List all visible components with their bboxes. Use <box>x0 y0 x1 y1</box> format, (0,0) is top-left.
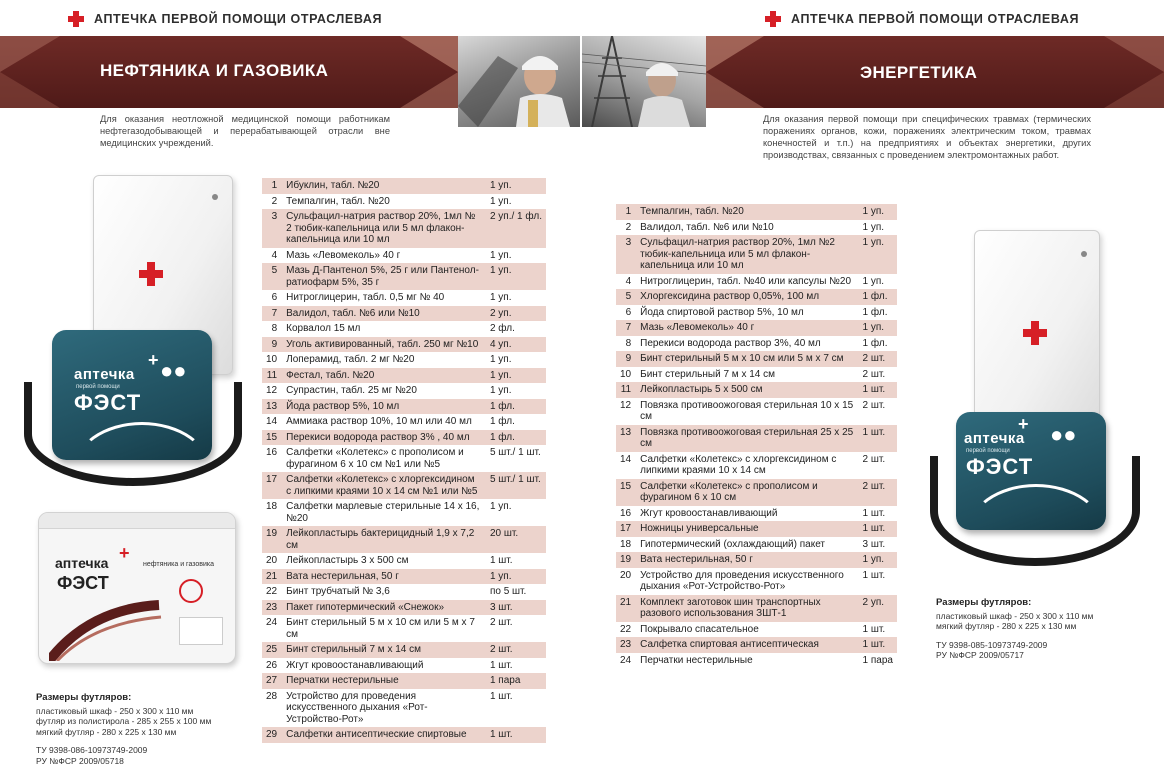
item-name: Валидол, табл. №6 или №10 <box>282 306 486 322</box>
registration-code: РУ №ФСР 2009/05717 <box>936 650 1024 660</box>
item-name: Лейкопластырь бактерицидный 1,9 х 7,2 см <box>282 526 486 553</box>
item-quantity: 3 шт. <box>859 537 897 553</box>
item-quantity: 2 шт. <box>859 452 897 479</box>
table-row <box>262 414 546 430</box>
table-row <box>262 689 546 728</box>
table-row <box>616 336 897 352</box>
bag-brand-left: ФЭСТ <box>74 390 142 415</box>
lock-icon <box>1081 251 1087 257</box>
table-row <box>262 306 546 322</box>
header-label-right <box>765 11 1079 27</box>
item-quantity: 1 уп. <box>859 204 897 220</box>
item-name: Мазь «Левомеколь» 40 г <box>282 248 486 264</box>
item-number: 26 <box>262 658 282 674</box>
item-name: Жгут кровоостанавливающий <box>282 658 486 674</box>
item-quantity: 1 уп. <box>486 383 546 399</box>
title-right: ЭНЕРГЕТИКА <box>860 63 978 82</box>
item-name: Бинт стерильный 7 м х 14 см <box>282 642 486 658</box>
item-quantity: 1 фл. <box>486 430 546 446</box>
item-quantity: 1 шт. <box>486 689 546 728</box>
table-row <box>616 305 897 321</box>
item-number: 1 <box>262 178 282 194</box>
item-quantity: 2 шт. <box>859 398 897 425</box>
item-number: 23 <box>616 637 636 653</box>
item-name: Корвалол 15 мл <box>282 321 486 337</box>
table-row <box>616 537 897 553</box>
item-name: Перекиси водорода раствор 3% , 40 мл <box>282 430 486 446</box>
item-name: Салфетка спиртовая антисептическая <box>636 637 858 653</box>
intro-right: Для оказания первой помощи при специфических травмах (термических поражениях органов, кожи, поражениях электрическим током, травмах конечностей и т.п.) на предприятиях и объектах энергетики, других производствах, связанных с проведением электромонтажных работ. <box>763 114 1091 160</box>
size-line: мягкий футляр - 280 х 225 х 130 мм <box>36 726 177 737</box>
item-quantity: 2 шт. <box>486 615 546 642</box>
table-row <box>262 248 546 264</box>
bag-subtitle-left: первой помощи <box>76 384 120 390</box>
red-cross-icon <box>68 11 84 27</box>
size-line: мягкий футляр - 280 х 225 х 130 мм <box>936 621 1077 631</box>
item-quantity: 1 пара <box>859 653 897 669</box>
item-number: 22 <box>616 622 636 638</box>
item-name: Валидол, табл. №6 или №10 <box>636 220 858 236</box>
table-row <box>616 367 897 383</box>
item-number: 18 <box>262 499 282 526</box>
people-icon: ●● <box>1050 422 1077 447</box>
plus-icon: + <box>148 350 159 370</box>
red-cross-icon <box>1023 321 1047 345</box>
item-number: 6 <box>616 305 636 321</box>
intro-left: Для оказания неотложной медицинской помощи работникам нефтегазодобывающей и перерабатывающей отрасли вне медицинских учреждений. <box>100 114 390 148</box>
table-row <box>616 622 897 638</box>
title-band-right <box>706 36 1164 108</box>
sizes-heading-right: Размеры футляров: <box>936 597 1032 608</box>
table-row <box>262 352 546 368</box>
item-quantity: 1 шт. <box>486 553 546 569</box>
item-quantity: 1 уп. <box>859 320 897 336</box>
item-name: Темпалгин, табл. №20 <box>636 204 858 220</box>
item-number: 17 <box>616 521 636 537</box>
item-name: Вата нестерильная, 50 г <box>282 569 486 585</box>
barcode-label <box>179 617 223 645</box>
soft-bag-left <box>52 330 212 460</box>
item-number: 11 <box>262 368 282 384</box>
item-quantity: 1 уп. <box>486 290 546 306</box>
plus-icon: + <box>119 543 130 563</box>
table-row <box>616 552 897 568</box>
item-quantity: 2 шт. <box>859 367 897 383</box>
item-quantity: 1 шт. <box>859 568 897 595</box>
item-quantity: 1 фл. <box>859 305 897 321</box>
item-number: 27 <box>262 673 282 689</box>
item-number: 2 <box>262 194 282 210</box>
table-row <box>262 263 546 290</box>
item-name: Фестал, табл. №20 <box>282 368 486 384</box>
bag-title-right: аптечка <box>964 430 1025 447</box>
bag-subtitle-right: первой помощи <box>966 448 1010 454</box>
item-number: 1 <box>616 204 636 220</box>
item-quantity: 2 шт. <box>486 642 546 658</box>
item-name: Перчатки нестерильные <box>282 673 486 689</box>
header-label-right-text: АПТЕЧКА ПЕРВОЙ ПОМОЩИ ОТРАСЛЕВАЯ <box>791 12 1080 26</box>
item-name: Йода раствор 5%, 10 мл <box>282 399 486 415</box>
item-quantity: 1 уп. <box>486 368 546 384</box>
item-number: 29 <box>262 727 282 743</box>
item-quantity: 1 уп. <box>859 220 897 236</box>
item-name: Пакет гипотермический «Снежок» <box>282 600 486 616</box>
oil-worker-photo-icon <box>458 36 580 127</box>
item-number: 21 <box>262 569 282 585</box>
item-name: Бинт стерильный 7 м х 14 см <box>636 367 858 383</box>
item-quantity: 1 уп. <box>859 274 897 290</box>
table-row <box>616 220 897 236</box>
item-name: Жгут кровоостанавливающий <box>636 506 858 522</box>
table-row <box>262 673 546 689</box>
item-name: Устройство для проведения искусственного дыхания «Рот-Устройство-Рот» <box>636 568 858 595</box>
item-quantity: 1 фл. <box>486 414 546 430</box>
table-row <box>616 452 897 479</box>
item-quantity: 2 уп./ 1 фл. <box>486 209 546 248</box>
item-number: 11 <box>616 382 636 398</box>
item-quantity: 2 уп. <box>486 306 546 322</box>
contents-table-right <box>616 204 897 668</box>
item-name: Ибуклин, табл. №20 <box>282 178 486 194</box>
item-number: 14 <box>616 452 636 479</box>
item-quantity: 1 шт. <box>859 382 897 398</box>
item-number: 4 <box>262 248 282 264</box>
bag-swoosh <box>72 422 212 460</box>
table-row <box>616 274 897 290</box>
item-number: 20 <box>262 553 282 569</box>
contents-table-left <box>262 178 546 743</box>
item-quantity: 2 шт. <box>859 351 897 367</box>
table-row <box>262 600 546 616</box>
item-quantity: 1 уп. <box>486 499 546 526</box>
item-number: 28 <box>262 689 282 728</box>
item-number: 13 <box>262 399 282 415</box>
item-number: 7 <box>262 306 282 322</box>
item-name: Супрастин, табл. 25 мг №20 <box>282 383 486 399</box>
item-number: 8 <box>262 321 282 337</box>
table-row <box>262 727 546 743</box>
size-line: пластиковый шкаф - 250 х 300 х 110 мм <box>936 610 1094 621</box>
energy-worker-photo-icon <box>582 36 706 127</box>
item-number: 18 <box>616 537 636 553</box>
item-quantity: 1 уп. <box>486 569 546 585</box>
item-name: Перекиси водорода раствор 3%, 40 мл <box>636 336 858 352</box>
item-name: Бинт трубчатый № 3,6 <box>282 584 486 600</box>
sizes-heading-left: Размеры футляров: <box>36 692 132 703</box>
item-number: 15 <box>616 479 636 506</box>
item-number: 3 <box>616 235 636 274</box>
band-facet <box>400 72 458 108</box>
polystyrene-case <box>38 512 236 664</box>
table-row <box>262 383 546 399</box>
photo-oil-worker <box>458 36 580 127</box>
table-row <box>616 653 897 669</box>
item-name: Бинт стерильный 5 м х 10 см или 5 м х 7 см <box>282 615 486 642</box>
lock-icon <box>212 194 218 200</box>
item-quantity: 1 шт. <box>486 658 546 674</box>
photo-energy-worker <box>582 36 706 127</box>
item-name: Мазь Д-Пантенол 5%, 25 г или Пантенол-ратиофарм 5%, 35 г <box>282 263 486 290</box>
item-name: Аммиака раствор 10%, 10 мл или 40 мл <box>282 414 486 430</box>
band-facet <box>1104 72 1164 108</box>
item-number: 9 <box>616 351 636 367</box>
item-number: 5 <box>616 289 636 305</box>
table-row <box>616 637 897 653</box>
item-number: 4 <box>616 274 636 290</box>
item-name: Повязка противоожоговая стерильная 10 х 15 см <box>636 398 858 425</box>
table-row <box>262 526 546 553</box>
certification-seal-icon <box>179 579 203 603</box>
item-number: 22 <box>262 584 282 600</box>
item-name: Повязка противоожоговая стерильная 25 х 25 см <box>636 425 858 452</box>
item-number: 12 <box>616 398 636 425</box>
item-quantity: 20 шт. <box>486 526 546 553</box>
spec-code: ТУ 9398-086-10973749-2009 <box>36 745 148 755</box>
item-quantity: 1 фл. <box>859 336 897 352</box>
case-title: аптечка <box>55 555 109 571</box>
item-quantity: 2 уп. <box>859 595 897 622</box>
item-number: 8 <box>616 336 636 352</box>
band-facet <box>706 72 764 108</box>
table-row <box>262 368 546 384</box>
item-name: Комплект заготовок шин транспортных разового использования ЗШТ-1 <box>636 595 858 622</box>
case-label: нефтяника и газовика <box>143 561 215 568</box>
band-facet <box>706 36 764 72</box>
item-number: 13 <box>616 425 636 452</box>
table-row <box>262 658 546 674</box>
item-number: 23 <box>262 600 282 616</box>
title-band-left <box>0 36 458 108</box>
table-row <box>262 178 546 194</box>
bag-swoosh <box>966 484 1106 530</box>
table-row <box>616 425 897 452</box>
table-row <box>262 194 546 210</box>
table-row <box>262 615 546 642</box>
item-number: 10 <box>616 367 636 383</box>
table-row <box>262 209 546 248</box>
table-row <box>616 320 897 336</box>
item-quantity: 1 шт. <box>859 521 897 537</box>
item-number: 10 <box>262 352 282 368</box>
red-cross-icon <box>139 262 163 286</box>
table-row <box>616 398 897 425</box>
item-name: Гипотермический (охлаждающий) пакет <box>636 537 858 553</box>
sizes-block-left <box>36 693 211 766</box>
item-name: Йода спиртовой раствор 5%, 10 мл <box>636 305 858 321</box>
item-quantity: 5 шт./ 1 шт. <box>486 445 546 472</box>
item-number: 21 <box>616 595 636 622</box>
item-number: 25 <box>262 642 282 658</box>
item-name: Бинт стерильный 5 м х 10 см или 5 м х 7 см <box>636 351 858 367</box>
item-number: 9 <box>262 337 282 353</box>
table-row <box>262 430 546 446</box>
item-name: Вата нестерильная, 50 г <box>636 552 858 568</box>
item-quantity: 1 уп. <box>859 235 897 274</box>
item-name: Нитроглицерин, табл. 0,5 мг № 40 <box>282 290 486 306</box>
table-row <box>616 506 897 522</box>
item-number: 16 <box>616 506 636 522</box>
item-name: Салфетки «Колетекс» с прополисом и фурагином 6 х 10 см <box>636 479 858 506</box>
item-number: 5 <box>262 263 282 290</box>
table-row <box>616 595 897 622</box>
table-row <box>262 290 546 306</box>
item-number: 6 <box>262 290 282 306</box>
item-quantity: 3 шт. <box>486 600 546 616</box>
item-name: Лоперамид, табл. 2 мг №20 <box>282 352 486 368</box>
soft-bag-right <box>956 412 1106 530</box>
table-row <box>616 289 897 305</box>
item-number: 19 <box>616 552 636 568</box>
table-row <box>616 521 897 537</box>
item-quantity: 1 фл. <box>486 399 546 415</box>
item-name: Мазь «Левомеколь» 40 г <box>636 320 858 336</box>
item-name: Салфетки «Колетекс» с прополисом и фурагином 6 х 10 см №1 или №5 <box>282 445 486 472</box>
case-brand: ФЭСТ <box>57 573 109 593</box>
table-row <box>262 472 546 499</box>
table-row <box>616 204 897 220</box>
title-left: НЕФТЯНИКА И ГАЗОВИКА <box>100 61 329 80</box>
item-number: 19 <box>262 526 282 553</box>
table-row <box>262 553 546 569</box>
table-row <box>262 499 546 526</box>
item-number: 14 <box>262 414 282 430</box>
item-quantity: 4 уп. <box>486 337 546 353</box>
item-quantity: 1 пара <box>486 673 546 689</box>
sizes-block-right <box>936 598 1093 661</box>
item-number: 15 <box>262 430 282 446</box>
item-number: 12 <box>262 383 282 399</box>
bag-title-left: аптечка <box>74 366 135 383</box>
table-row <box>616 479 897 506</box>
table-row <box>262 642 546 658</box>
item-number: 17 <box>262 472 282 499</box>
item-number: 2 <box>616 220 636 236</box>
item-quantity: 1 фл. <box>859 289 897 305</box>
header-label-left-text: АПТЕЧКА ПЕРВОЙ ПОМОЩИ ОТРАСЛЕВАЯ <box>94 12 383 26</box>
item-quantity: 1 уп. <box>859 552 897 568</box>
size-line: футляр из полистирола - 285 х 255 х 100 мм <box>36 716 212 726</box>
table-row <box>616 235 897 274</box>
table-row <box>616 382 897 398</box>
header-label-left <box>68 11 382 27</box>
table-row <box>262 584 546 600</box>
registration-code: РУ №ФСР 2009/05718 <box>36 755 124 766</box>
table-row <box>262 445 546 472</box>
item-name: Сульфацил-натрия раствор 20%, 1мл №2 тюбик-капельница или 5 мл флакон-капельница или 10 мл <box>636 235 858 274</box>
item-number: 16 <box>262 445 282 472</box>
spec-code: ТУ 9398-085-10973749-2009 <box>936 639 1048 650</box>
case-swoosh <box>49 599 169 661</box>
item-quantity: 1 шт. <box>486 727 546 743</box>
item-name: Хлоргексидина раствор 0,05%, 100 мл <box>636 289 858 305</box>
band-facet <box>0 72 60 108</box>
item-name: Перчатки нестерильные <box>636 653 858 669</box>
item-quantity: 2 фл. <box>486 321 546 337</box>
table-row <box>262 321 546 337</box>
item-name: Лейкопластырь 3 х 500 см <box>282 553 486 569</box>
item-number: 24 <box>262 615 282 642</box>
band-facet <box>400 36 458 72</box>
table-row <box>616 568 897 595</box>
item-name: Покрывало спасательное <box>636 622 858 638</box>
item-quantity: 2 шт. <box>859 479 897 506</box>
red-cross-icon <box>765 11 781 27</box>
item-name: Темпалгин, табл. №20 <box>282 194 486 210</box>
plastic-cabinet-right <box>974 230 1100 430</box>
item-number: 3 <box>262 209 282 248</box>
table-row <box>262 569 546 585</box>
item-quantity: 1 уп. <box>486 352 546 368</box>
table-row <box>262 399 546 415</box>
item-number: 7 <box>616 320 636 336</box>
item-name: Салфетки «Колетекс» с хлоргексидином с липкими краями 10 х 14 см <box>636 452 858 479</box>
band-facet <box>1104 36 1164 72</box>
item-name: Устройство для проведения искусственного дыхания «Рот-Устройство-Рот» <box>282 689 486 728</box>
item-quantity: 1 уп. <box>486 178 546 194</box>
item-name: Лейкопластырь 5 х 500 см <box>636 382 858 398</box>
item-name: Уголь активированный, табл. 250 мг №10 <box>282 337 486 353</box>
item-name: Нитроглицерин, табл. №40 или капсулы №20 <box>636 274 858 290</box>
item-name: Салфетки марлевые стерильные 14 х 16, №20 <box>282 499 486 526</box>
item-name: Ножницы универсальные <box>636 521 858 537</box>
item-name: Сульфацил-натрия раствор 20%, 1мл № 2 тюбик-капельница или 5 мл флакон-капельница или 10 мл <box>282 209 486 248</box>
item-quantity: 1 шт. <box>859 637 897 653</box>
item-name: Салфетки антисептические спиртовые <box>282 727 486 743</box>
item-number: 20 <box>616 568 636 595</box>
item-quantity: 1 уп. <box>486 248 546 264</box>
item-quantity: 1 шт. <box>859 506 897 522</box>
item-quantity: по 5 шт. <box>486 584 546 600</box>
table-row <box>616 351 897 367</box>
item-name: Салфетки «Колетекс» с хлоргексидином с липкими краями 10 х 14 см №1 или №5 <box>282 472 486 499</box>
bag-brand-right: ФЭСТ <box>966 454 1034 479</box>
item-quantity: 1 шт. <box>859 622 897 638</box>
item-number: 24 <box>616 653 636 669</box>
size-line: пластиковый шкаф - 250 х 300 х 110 мм <box>36 705 194 716</box>
case-handle <box>39 513 235 529</box>
table-row <box>262 337 546 353</box>
item-quantity: 1 уп. <box>486 194 546 210</box>
item-quantity: 1 шт. <box>859 425 897 452</box>
band-facet <box>0 36 60 72</box>
item-quantity: 1 уп. <box>486 263 546 290</box>
item-quantity: 5 шт./ 1 шт. <box>486 472 546 499</box>
plus-icon: + <box>1018 414 1029 434</box>
people-icon: ●● <box>160 358 187 383</box>
